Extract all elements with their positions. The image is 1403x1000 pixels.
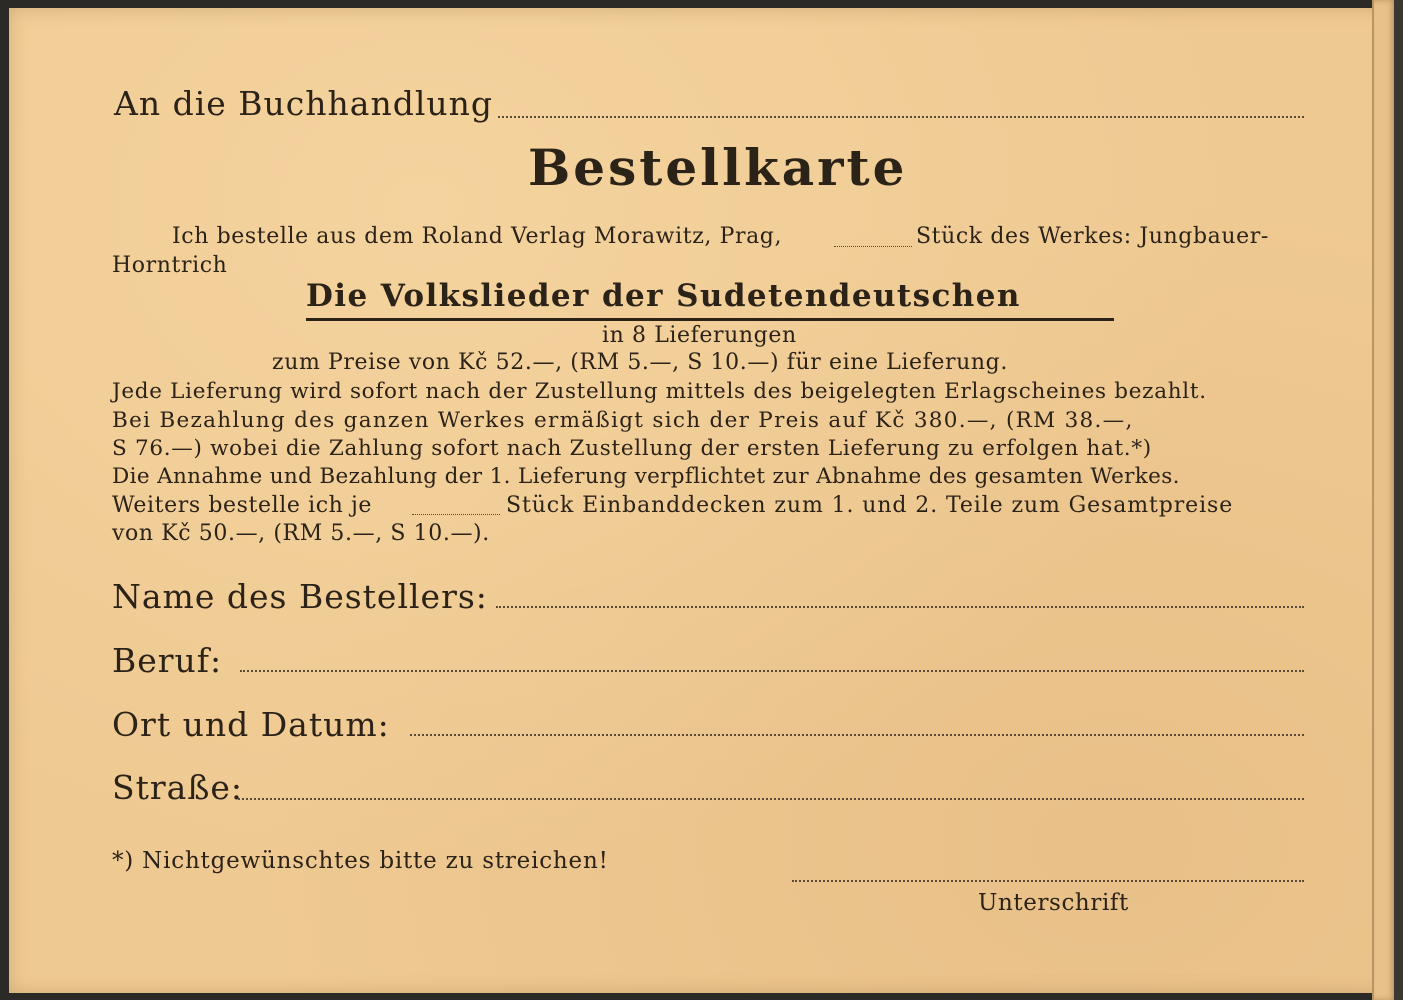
signature-field[interactable]	[792, 880, 1304, 882]
covers-blank[interactable]	[412, 514, 500, 515]
signature-label: Unterschrift	[978, 890, 1129, 916]
bookshop-label: An die Buchhandlung	[114, 84, 494, 123]
copies-blank[interactable]	[834, 246, 912, 247]
covers-text-continued: Stück Einbanddecken zum 1. und 2. Teile zum Gesamtpreise	[506, 493, 1234, 518]
covers-text: Weiters bestelle ich je	[112, 493, 373, 518]
covers-price: von Kč 50.—, (RM 5.—, S 10.—).	[112, 521, 490, 546]
scan-border	[1394, 0, 1403, 1000]
street-label: Straße:	[112, 768, 244, 807]
price-line: zum Preise von Kč 52.—, (RM 5.—, S 10.—) für eine Lieferung.	[272, 350, 1008, 375]
footnote: *) Nichtgewünschtes bitte zu streichen!	[112, 848, 609, 874]
name-label: Name des Bestellers:	[112, 577, 488, 616]
installments-text: in 8 Lieferungen	[602, 323, 797, 348]
card-fold-tab	[1372, 0, 1396, 1000]
terms-line-4: Die Annahme und Bezahlung der 1. Lieferung verpflichtet zur Abnahme des gesamten Werkes.	[112, 464, 1180, 489]
bookshop-blank[interactable]	[498, 116, 1304, 118]
street-field[interactable]	[238, 798, 1304, 800]
intro-text: Ich bestelle aus dem Roland Verlag Morawitz, Prag,	[172, 224, 783, 249]
intro-text-continued: Stück des Werkes: Jungbauer-	[916, 224, 1269, 249]
terms-line-2: Bei Bezahlung des ganzen Werkes ermäßigt sich der Preis auf Kč 380.—, (RM 38.—,	[112, 408, 1134, 433]
place-date-field[interactable]	[410, 734, 1304, 736]
occupation-label: Beruf:	[112, 641, 223, 680]
author-name: Horntrich	[112, 253, 228, 278]
work-title-underline	[306, 318, 1114, 321]
card-title: Bestellkarte	[528, 138, 908, 197]
terms-line-3: S 76.—) wobei die Zahlung sofort nach Zustellung der ersten Lieferung zu erfolgen hat.*)	[112, 436, 1152, 461]
occupation-field[interactable]	[240, 670, 1304, 672]
place-date-label: Ort und Datum:	[112, 705, 390, 744]
work-title: Die Volkslieder der Sudetendeutschen	[306, 278, 1021, 314]
terms-line-1: Jede Lieferung wird sofort nach der Zustellung mittels des beigelegten Erlagscheines bezahlt.	[112, 379, 1207, 404]
name-field[interactable]	[496, 606, 1304, 608]
